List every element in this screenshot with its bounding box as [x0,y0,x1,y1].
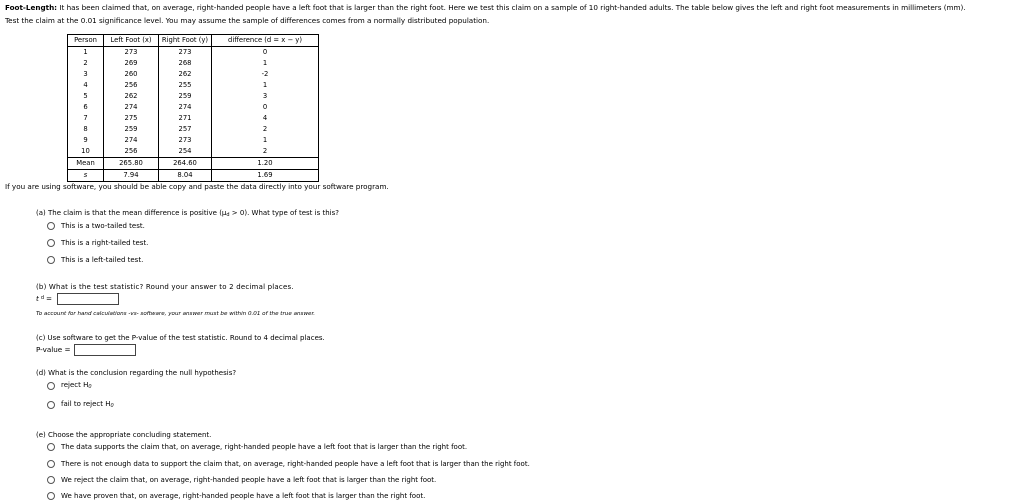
problem-title: Foot-Length: [5,3,58,12]
cell-right: 271 [159,113,212,124]
cell-person: 2 [68,58,104,69]
cell-diff: 0 [212,47,319,59]
cell-person: 6 [68,102,104,113]
software-note: If you are using software, you should be able copy and paste the data directly into your software program. [5,182,389,191]
table-row [68,58,319,69]
mean-label: Mean [68,158,104,170]
option-not-enough-data[interactable] [47,460,530,468]
cell-right: 257 [159,124,212,135]
table-row [68,91,319,102]
mean-right: 264.60 [159,158,212,170]
option-reject-h0[interactable] [47,381,92,391]
cell-left: 262 [104,91,159,102]
cell-person: 5 [68,91,104,102]
option-left-tailed[interactable] [47,256,143,264]
cell-right: 273 [159,47,212,59]
sd-label: s [68,170,104,182]
radio-icon[interactable] [47,460,55,468]
t-equals: = [46,293,53,303]
cell-person: 10 [68,146,104,158]
question-a [36,209,339,219]
t-sub: d [40,295,45,302]
option-label-text: fail to reject H [61,400,111,408]
cell-person: 7 [68,113,104,124]
problem-instruction: Test the claim at the 0.01 significance level. You may assume the sample of differences comes from a normally distributed population. [5,16,490,25]
h0-sub: 0 [110,403,114,409]
cell-diff: 1 [212,135,319,146]
cell-person: 8 [68,124,104,135]
cell-left: 273 [104,47,159,59]
option-label: This is a two-tailed test. [61,222,145,230]
cell-diff: 2 [212,124,319,135]
question-c: (c) Use software to get the P-value of the test statistic. Round to 4 decimal places. [36,334,325,342]
option-fail-to-reject-h0[interactable] [47,400,114,410]
t-label: t [36,293,39,303]
cell-person: 9 [68,135,104,146]
sd-diff: 1.69 [212,170,319,182]
h0-sub: 0 [88,384,92,390]
cell-left: 274 [104,135,159,146]
radio-icon[interactable] [47,239,55,247]
cell-left: 259 [104,124,159,135]
header-person: Person [68,35,104,47]
cell-diff: 4 [212,113,319,124]
header-left-foot: Left Foot (x) [104,35,159,47]
option-label: This is a right-tailed test. [61,239,149,247]
mean-row [68,158,319,170]
option-label: There is not enough data to support the claim that, on average, right-handed people have a left foot that is larger than the right foot. [61,460,530,468]
problem-text: It has been claimed that, on average, right-handed people have a left foot that is larger than the right foot. Here we test this claim on a sample of 10 right-handed adults. The table below gives the left and right foot measurements in millimeters (mm). [59,3,966,12]
p-value-label: P-value = [36,344,71,354]
mean-diff: 1.20 [212,158,319,170]
cell-diff: 1 [212,80,319,91]
cell-person: 1 [68,47,104,59]
question-a-text-end: > 0). What type of test is this? [229,209,339,217]
sd-row [68,170,319,182]
option-right-tailed[interactable] [47,239,148,247]
problem-intro [5,4,966,12]
question-b: (b) What is the test statistic? Round your answer to 2 decimal places. [36,283,294,291]
header-difference: difference (d = x − y) [212,35,319,47]
mean-left: 265.80 [104,158,159,170]
radio-icon[interactable] [47,476,55,484]
radio-icon[interactable] [47,382,55,390]
option-label: We reject the claim that, on average, right-handed people have a left foot that is larger than the right foot. [61,476,437,484]
table-row [68,102,319,113]
table-row [68,124,319,135]
option-label [61,381,92,391]
cell-left: 275 [104,113,159,124]
option-two-tailed[interactable] [47,222,145,230]
cell-diff: -2 [212,69,319,80]
question-d: (d) What is the conclusion regarding the null hypothesis? [36,369,237,377]
table-header-row [68,35,319,47]
table-row [68,146,319,158]
sd-right: 8.04 [159,170,212,182]
test-statistic-input[interactable] [57,293,119,305]
table-row [68,135,319,146]
cell-diff: 2 [212,146,319,158]
question-e: (e) Choose the appropriate concluding statement. [36,431,212,439]
option-data-supports[interactable] [47,443,467,451]
sd-left: 7.94 [104,170,159,182]
table-row [68,80,319,91]
cell-right: 273 [159,135,212,146]
option-label: The data supports the claim that, on average, right-handed people have a left foot that is larger than the right foot. [61,443,468,451]
table-row [68,69,319,80]
cell-diff: 0 [212,102,319,113]
rounding-note: To account for hand calculations -vs- software, your answer must be within 0.01 of the true answer. [36,311,316,317]
test-statistic-row [36,293,119,305]
question-a-sub: d [226,212,230,218]
cell-right: 268 [159,58,212,69]
cell-right: 259 [159,91,212,102]
option-label: We have proven that, on average, right-handed people have a left foot that is larger than the right foot. [61,492,426,500]
radio-icon[interactable] [47,401,55,409]
p-value-input[interactable] [74,344,136,356]
cell-diff: 1 [212,58,319,69]
table-row [68,47,319,59]
cell-left: 274 [104,102,159,113]
foot-length-table [67,34,319,182]
radio-icon[interactable] [47,443,55,451]
p-value-row [36,344,136,356]
option-proven[interactable] [47,492,425,500]
cell-right: 274 [159,102,212,113]
cell-person: 3 [68,69,104,80]
option-label-text: reject H [61,381,89,389]
cell-left: 260 [104,69,159,80]
cell-diff: 3 [212,91,319,102]
cell-left: 269 [104,58,159,69]
radio-icon[interactable] [47,256,55,264]
cell-left: 256 [104,80,159,91]
header-right-foot: Right Foot (y) [159,35,212,47]
radio-icon[interactable] [47,492,55,500]
cell-right: 262 [159,69,212,80]
option-label [61,400,114,410]
option-reject-claim[interactable] [47,476,436,484]
question-a-text: (a) The claim is that the mean difference is positive (μ [36,209,227,217]
option-label: This is a left-tailed test. [61,256,144,264]
cell-right: 255 [159,80,212,91]
cell-right: 254 [159,146,212,158]
table-row [68,113,319,124]
radio-icon[interactable] [47,222,55,230]
cell-person: 4 [68,80,104,91]
cell-left: 256 [104,146,159,158]
